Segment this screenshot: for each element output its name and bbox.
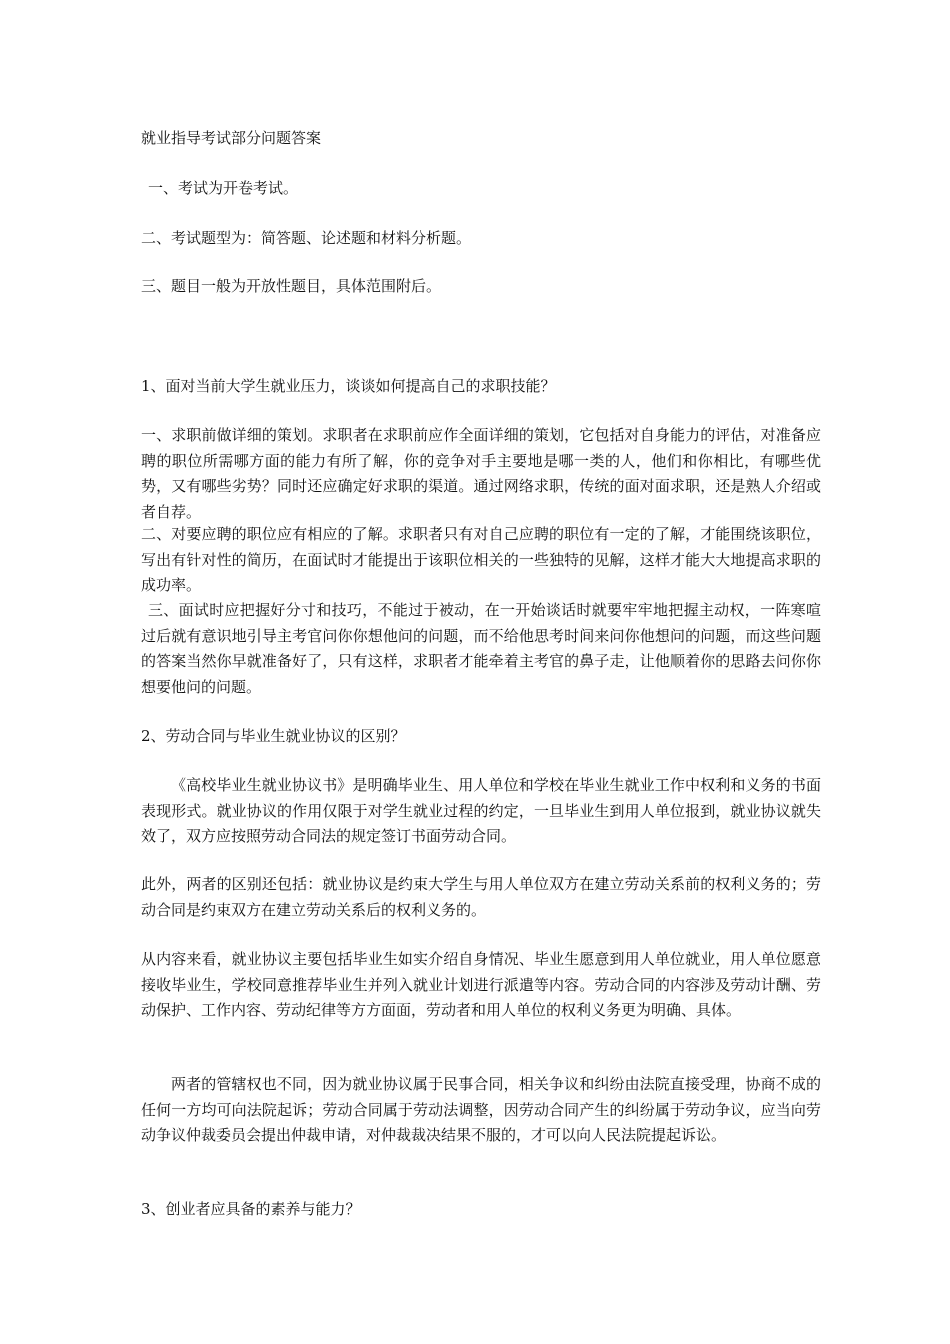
document-title: 就业指导考试部分问题答案 — [141, 129, 322, 147]
intro-item-3: 三、题目一般为开放性题目，具体范围附后。 — [141, 277, 442, 295]
q2-answer-paragraph-3: 从内容来看，就业协议主要包括毕业生如实介绍自身情况、毕业生愿意到用人单位就业，用人单位愿意接收毕业生，学校同意推荐毕业生并列入就业计划进行派遣等内容。劳动合同的内容涉及劳动计酬、劳动保护、工作内容、劳动纪律等方方面面，劳动者和用人单位的权利义务更为明确、具体。 — [141, 950, 821, 1019]
q2-answer-paragraph-2: 此外，两者的区别还包括：就业协议是约束大学生与用人单位双方在建立劳动关系前的权利义务的；劳动合同是约束双方在建立劳动关系后的权利义务的。 — [141, 875, 821, 919]
intro-item-1: 一、考试为开卷考试。 — [148, 179, 299, 197]
question-3: 3、创业者应具备的素养与能力？ — [141, 1200, 361, 1218]
q1-answer-point-3: 三、面试时应把握好分寸和技巧，不能过于被动，在一开始谈话时就要牢牢地把握主动权，一阵寒喧过后就有意识地引导主考官问你你想他问的问题，而不给他思考时间来问你他想问的问题，而这些问题的答案当然你早就准备好了，只有这样，求职者才能牵着主考官的鼻子走，让他顺着你的思路去问你你想要他问的问题。 — [141, 601, 821, 696]
question-1: 1、面对当前大学生就业压力，谈谈如何提高自己的求职技能？ — [141, 377, 556, 395]
q1-answer-point-2: 二、对要应聘的职位应有相应的了解。求职者只有对自己应聘的职位有一定的了解，才能围绕该职位，写出有针对性的简历，在面试时才能提出于该职位相关的一些独特的见解，这样才能大大地提高求职的成功率。 — [141, 525, 821, 594]
question-2: 2、劳动合同与毕业生就业协议的区别？ — [141, 727, 406, 745]
q2-answer-paragraph-1: 《高校毕业生就业协议书》是明确毕业生、用人单位和学校在毕业生就业工作中权利和义务的书面表现形式。就业协议的作用仅限于对学生就业过程的约定，一旦毕业生到用人单位报到，就业协议就失效了，双方应按照劳动合同法的规定签订书面劳动合同。 — [141, 776, 821, 845]
intro-item-2: 二、考试题型为：简答题、论述题和材料分析题。 — [141, 229, 472, 247]
q1-answer-point-1: 一、求职前做详细的策划。求职者在求职前应作全面详细的策划，它包括对自身能力的评估，对准备应聘的职位所需哪方面的能力有所了解，你的竞争对手主要地是哪一类的人，他们和你相比，有哪些优势，又有哪些劣势？同时还应确定好求职的渠道。通过网络求职，传统的面对面求职，还是熟人介绍或者自荐。 — [141, 426, 821, 521]
q2-answer-paragraph-4: 两者的管辖权也不同，因为就业协议属于民事合同，相关争议和纠纷由法院直接受理，协商不成的任何一方均可向法院起诉；劳动合同属于劳动法调整，因劳动合同产生的纠纷属于劳动争议，应当向劳动争议仲裁委员会提出仲裁申请，对仲裁裁决结果不服的，才可以向人民法院提起诉讼。 — [141, 1075, 821, 1144]
